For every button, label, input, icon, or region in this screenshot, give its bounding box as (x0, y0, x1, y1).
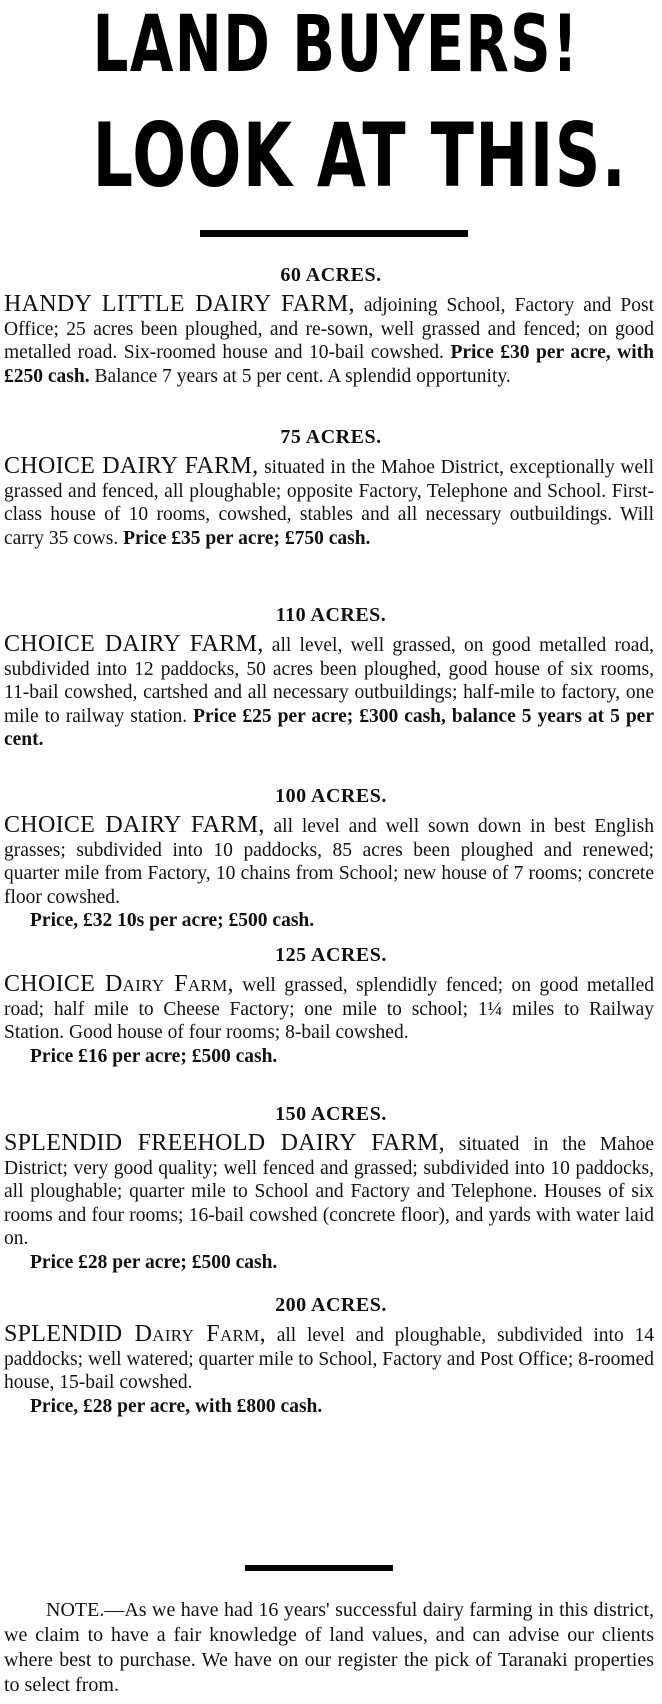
listing-110-acres (4, 633, 654, 752)
listing-price: Price, £32 10s per acre; £500 cash. (30, 910, 315, 931)
listing-lead: SPLENDID Dairy Farm, (4, 1321, 266, 1347)
listing-heading-125: 125 ACRES. (275, 944, 387, 966)
listing-lead: SPLENDID FREEHOLD DAIRY FARM, (4, 1130, 445, 1156)
listing-body: well grassed, splendidly fenced; on good metalled road; half mile to Cheese Factory; one mile to school; 1¼ miles to Railway Station. Good house of four rooms; 8-bail cowshed. (4, 975, 654, 1043)
listing-price: Price £35 per acre; £750 cash. (123, 527, 371, 549)
listing-60-acres (4, 293, 654, 388)
listing-body: all level and well sown down in best English grasses; subdivided into 10 paddocks, 85 acres been ploughed and renewed; quarter mile from Factory, 10 chains from School; new house of 7 rooms; concrete floor cowshed. (4, 816, 654, 908)
listing-body: adjoining School, Factory and Post Office; 25 acres been ploughed, and re-sown, well grassed and fenced; on good metalled road. Six-roomed house and 10-bail cowshed. (4, 295, 654, 363)
listing-heading-100: 100 ACRES. (275, 785, 387, 807)
listing-body: situated in the Mahoe District; very good quality; well fenced and grassed; subdivided into 10 paddocks, all ploughable; quarter mile to School and Factory and Telephone. Houses of six rooms and four rooms; 16-bail cowshed (concrete floor), and yards with water laid on. (4, 1134, 654, 1249)
listing-body: all level and ploughable, subdivided into 14 paddocks; well watered; quarter mile to School, Factory and Post Office; 8-roomed house, 15-bail cowshed. (4, 1325, 654, 1393)
listing-price: Price, £28 per acre, with £800 cash. (30, 1395, 323, 1417)
listing-price: Price £30 per acre, with £250 cash. (4, 342, 654, 387)
listing-heading-60: 60 ACRES. (280, 264, 382, 286)
listing-tail: Balance 7 years at 5 per cent. A splendid opportunity. (89, 365, 511, 387)
listing-200-acres (4, 1323, 654, 1418)
closing-note: NOTE.—As we have had 16 years' successful dairy farming in this district, we claim to have a fair knowledge of land values, and can advise our clients where best to purchase. We have on our register the pick of Taranaki properties to select from. (4, 1599, 654, 1696)
listing-heading-75: 75 ACRES. (280, 426, 382, 448)
listing-heading-110: 110 ACRES. (275, 604, 387, 626)
listing-price: Price £28 per acre; £500 cash. (30, 1251, 278, 1273)
listing-lead: CHOICE Dairy Farm, (4, 971, 234, 997)
listing-price: Price £16 per acre; £500 cash. (30, 1045, 278, 1067)
listing-100-acres (4, 814, 654, 933)
headline-land-buyers: LAND BUYERS! (92, 0, 580, 90)
listing-125-acres (4, 973, 654, 1068)
listing-lead: CHOICE DAIRY FARM, (4, 453, 259, 479)
listing-150-acres (4, 1132, 654, 1274)
listing-lead: HANDY LITTLE DAIRY FARM, (4, 291, 355, 317)
listing-body: situated in the Mahoe District, exceptionally well grassed and fenced, all ploughable; opposite Factory, Telephone and School. First-class house of 10 rooms, cowshed, stables and all necessary outbuildings. Will carry 35 cows. (4, 457, 654, 549)
listing-body: all level, well grassed, on good metalled road, subdivided into 12 paddocks, 50 acres been ploughed, good house of six rooms, 11-bail cowshed, cartshed and all necessary outbuildings; half-mile to factory, one mile to railway station. (4, 635, 654, 727)
listing-heading-150: 150 ACRES. (275, 1103, 387, 1125)
listing-lead: CHOICE DAIRY FARM, (4, 631, 264, 657)
listing-heading-200: 200 ACRES. (275, 1294, 387, 1316)
listing-75-acres (4, 455, 654, 550)
listing-price: Price £25 per acre; £300 cash, balance 5 years at 5 per cent. (4, 705, 654, 750)
headline-look-at-this: LOOK AT THIS. (92, 104, 628, 207)
listing-lead: CHOICE DAIRY FARM, (4, 812, 265, 838)
divider-rule-bottom (245, 1565, 393, 1571)
divider-rule (200, 230, 468, 237)
